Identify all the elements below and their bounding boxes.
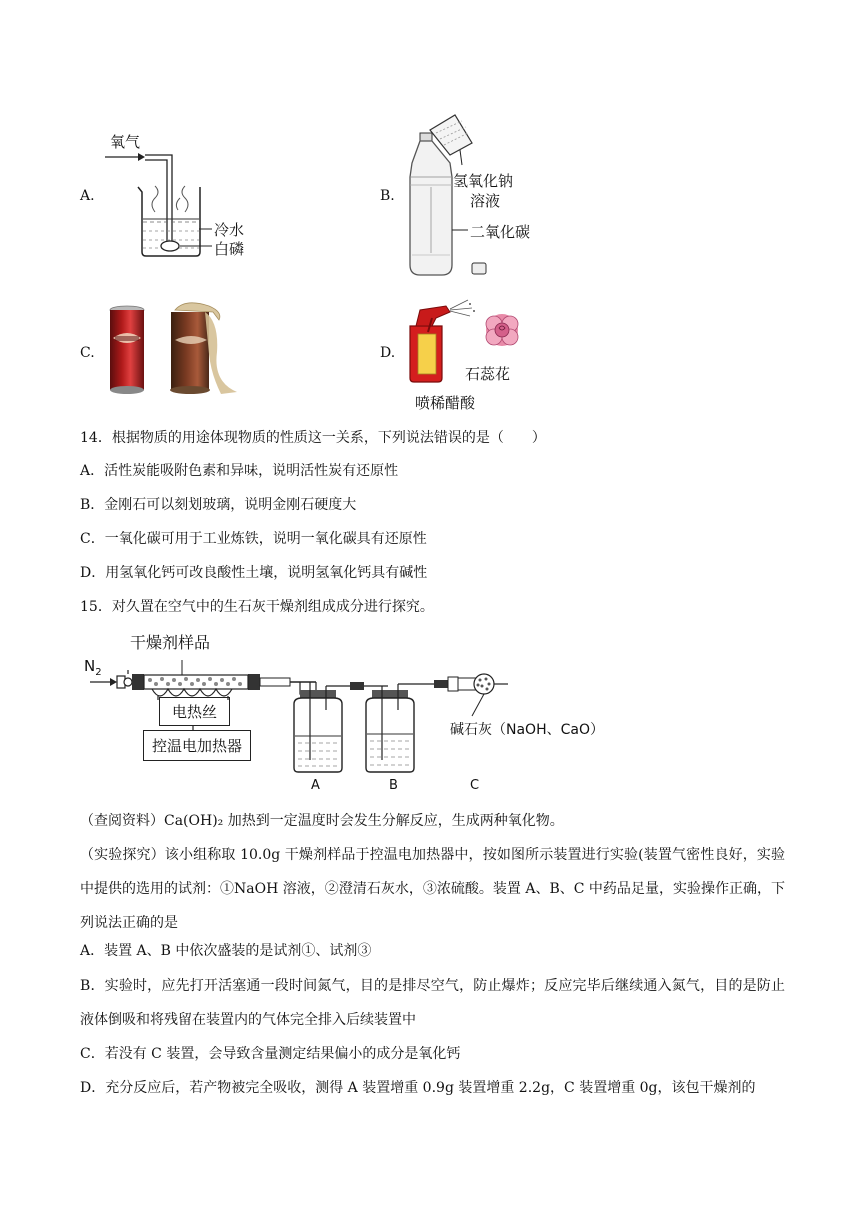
q15-option-c: C．若没有 C 装置，会导致含量测定结果偏小的成分是氧化钙: [80, 1046, 461, 1062]
spray-acetic-acid-label: 喷稀醋酸: [415, 394, 476, 412]
q15-option-b: B．实验时，应先打开活塞通一段时间氮气，目的是排尽空气，防止爆炸；反应完毕后继续通入氮气，目的是防止液体倒吸和将残留在装置内的气体完全排入后续装置中: [80, 978, 785, 1028]
option-a-label: A.: [80, 188, 95, 204]
option-d-label: D.: [380, 345, 396, 361]
cold-water-label: 冷水: [214, 221, 245, 239]
bottle-b-label: B: [389, 778, 398, 793]
carbon-dioxide-label: 二氧化碳: [470, 223, 531, 241]
bottle-a-label: A: [311, 778, 320, 793]
q14-option-c: C．一氧化碳可用于工业炼铁，说明一氧化碳具有还原性: [80, 531, 427, 547]
naoh-solution-label-line2: 溶液: [470, 192, 501, 210]
soda-cans-figure: [105, 298, 245, 398]
white-phosphorus-beaker-figure: [100, 140, 300, 280]
litmus-flower-label: 石蕊花: [465, 365, 511, 383]
experiment-description: （实验探究）该小组称取 10.0g 干燥剂样品于控温电加热器中，按如图所示装置进行实验(装置气密性良好，实验中提供的选用的试剂：①NaOH 溶液，②澄清石灰水，③浓硫酸。装置 A、B、C 中药品足量，实验操作正确，下列说法正确的是: [80, 847, 785, 931]
desiccant-sample-label: 干燥剂样品: [130, 633, 211, 652]
white-phosphorus-label: 白磷: [214, 240, 245, 258]
q15-stem: 15．对久置在空气中的生石灰干燥剂组成成分进行探究。: [80, 599, 434, 615]
q14-option-b: B．金刚石可以刻划玻璃，说明金刚石硬度大: [80, 497, 357, 513]
temperature-heater-box: 控温电加热器: [143, 730, 251, 761]
nitrogen-subscript: 2: [95, 667, 102, 678]
tube-c-label: C: [470, 778, 480, 793]
q14-option-d: D．用氢氧化钙可改良酸性土壤，说明氢氧化钙具有碱性: [80, 565, 428, 581]
soda-lime-label: 碱石灰（NaOH、CaO）: [450, 722, 604, 738]
nitrogen-symbol: N: [84, 657, 96, 675]
q15-option-d: D．充分反应后，若产物被完全吸收，测得 A 装置增重 0.9g 装置增重 2.2g，C 装置增重 0g，该包干燥剂的: [80, 1080, 756, 1096]
oxygen-label: 氧气: [110, 133, 141, 151]
option-b-label: B.: [380, 188, 395, 204]
naoh-solution-label-line1: 氢氧化钠: [453, 172, 514, 190]
heating-wire-box: 电热丝: [159, 697, 230, 726]
q14-option-a: A．活性炭能吸附色素和异味，说明活性炭有还原性: [80, 463, 399, 479]
q15-option-a: A．装置 A、B 中依次盛装的是试剂①、试剂③: [80, 943, 372, 959]
option-c-label: C.: [80, 345, 95, 361]
reference-info-line: （查阅资料）Ca(OH)₂ 加热到一定温度时会发生分解反应，生成两种氧化物。: [80, 813, 564, 829]
q14-stem: 14．根据物质的用途体现物质的性质这一关系，下列说法错误的是（ ）: [80, 430, 546, 446]
